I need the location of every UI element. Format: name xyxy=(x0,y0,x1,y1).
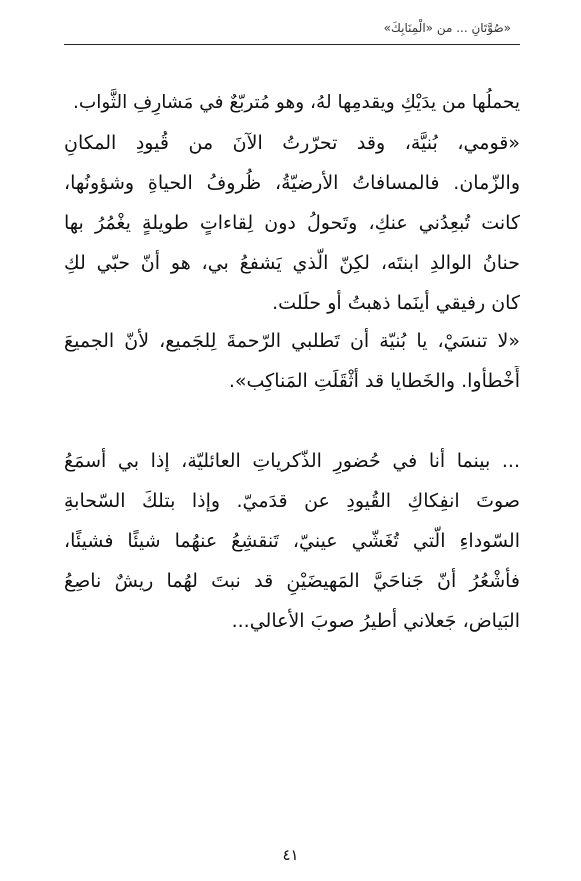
running-header: «صُوَّتَانِ ... من «الْمِنَابِكَ» xyxy=(383,21,511,35)
text-line: فأشْعُرُ أنّ جَناحَيَّ المَهيضَيْنِ قد نبتَ لهُما ريشٌ ناصِعُ xyxy=(64,570,520,592)
text-line: ... بينما أنا في حُضورِ الذّكرياتِ العائليّة، إذا بي أسمَعُ xyxy=(64,450,520,472)
text-line: «لا تنسَيْ، يا بُنيّة أن تَطلبي الرّحمةَ لِلجَميع، لأنّ الجميعَ xyxy=(64,330,520,352)
text-line: السّوداءِ الّتي تُغَشّي عينيّ، تَنقشِعُ عنهُما شيئًا فشيئًا، xyxy=(64,530,520,552)
text-line: «قومي، بُنيَّة، وقد تحرّرتُ الآنَ من قُيودِ المكانِ xyxy=(64,132,520,154)
text-line: كان رفيقي أينَما ذهبتُ أو حلَلت. xyxy=(272,292,520,314)
text-line: أَخْطأوا. والخَطايا قد أثْقَلَتِ المَناكِب». xyxy=(228,370,520,392)
header-divider xyxy=(64,44,520,45)
text-line: البَياض، جَعلاني أطيرُ صوبَ الأعالي... xyxy=(231,610,520,632)
text-line: صوتَ انفِكاكِ القُيودِ عن قدَميّ. وإذا بتلكَ السّحابةِ xyxy=(64,490,520,512)
text-line: والزّمان. فالمسافاتُ الأرضيّةُ، ظُروفُ الحياةِ وشؤونُها، xyxy=(64,172,520,194)
page-number: ٤١ xyxy=(282,846,299,864)
text-line: كانت تُبعِدُني عنكِ، وتَحولُ دون لِقاءاتٍ طويلةٍ يغْمُرُ بها xyxy=(64,212,520,234)
text-line: حنانُ الوالدِ ابنتَه، لكِنّ الّذي يَشفعُ بي، هو أنّ حبّي لكِ xyxy=(64,252,520,274)
text-line: يحملُها من يدَيْكِ ويقدمِها لهُ، وهو مُتربّعٌ في مَشارِفِ الثَّواب. xyxy=(72,92,520,113)
